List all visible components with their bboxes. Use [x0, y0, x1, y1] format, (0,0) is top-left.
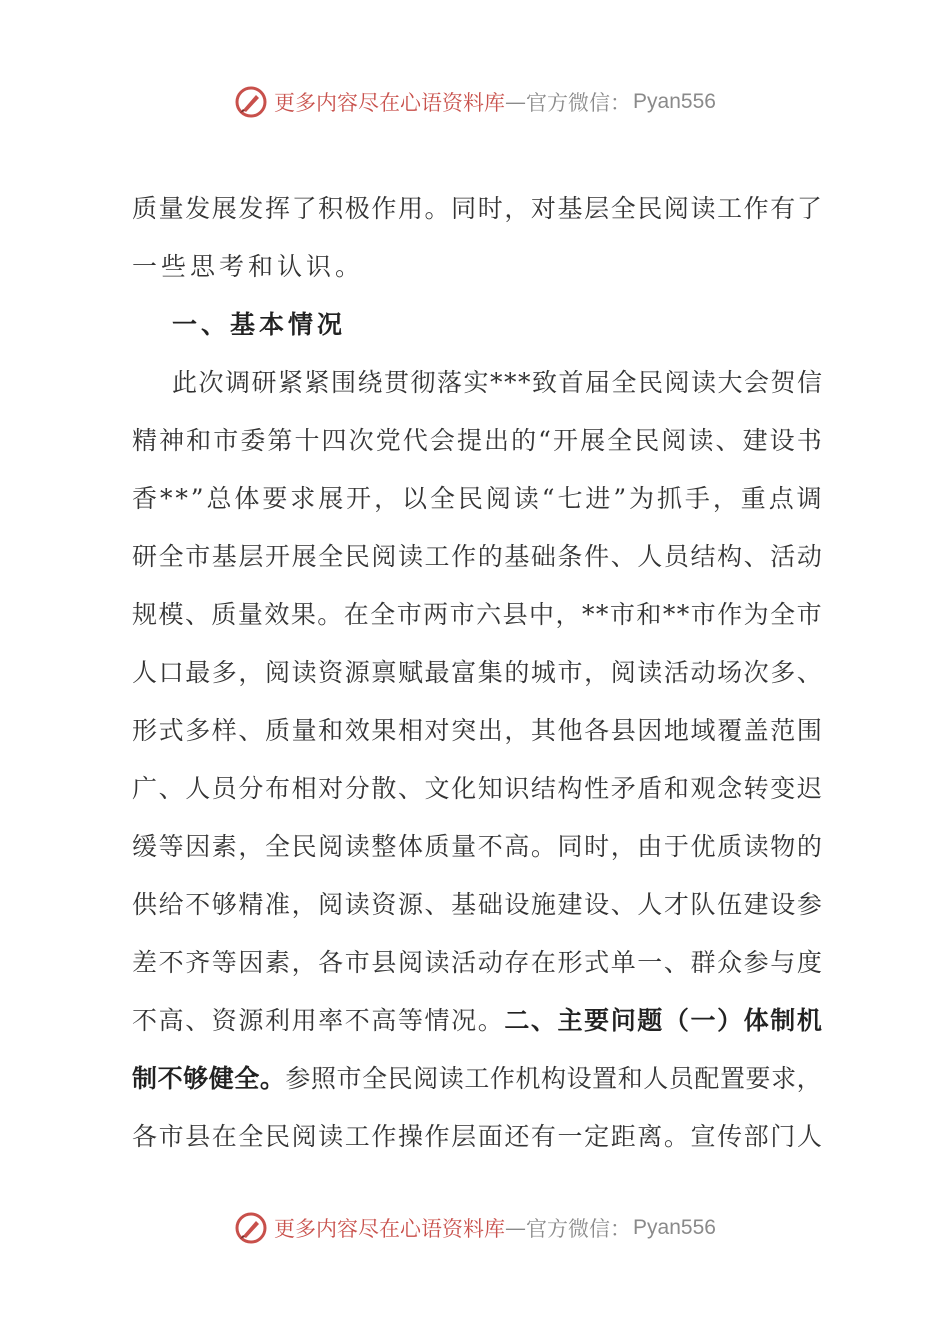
document-body: [132, 180, 822, 1166]
text-line: [132, 238, 822, 296]
watermark-separator: —: [505, 90, 527, 114]
watermark-wechat-id: Pyan556: [633, 1216, 716, 1239]
watermark-text: 更多内容尽在心语资料库: [274, 91, 506, 115]
text-line: 供 给 不 够 精 准 ， 阅 读 资 源 、 基 础 设 施 建 设 、 人 才 队 伍 建 设 参: [132, 890, 822, 919]
watermark-wechat-label: 官方微信：: [526, 1217, 632, 1241]
text-line: 形 式 多 样 、 质 量 和 效 果 相 对 突 出 ， 其 他 各 县 因 地 域 覆 盖 范 围: [132, 716, 822, 745]
text-line: 缓 等 因 素 ， 全 民 阅 读 整 体 质 量 不 高 。 同 时 ， 由 于 优 质 读 物 的: [132, 832, 822, 861]
text-line: 此 次 调 研 紧 紧 围 绕 贯 彻 落 实 * * * 致 首 届 全 民 阅 读 大 会 贺 信: [172, 368, 822, 397]
text-line: [132, 296, 822, 354]
text-line: 广 、 人 员 分 布 相 对 分 散 、 文 化 知 识 结 构 性 矛 盾 和 观 念 转 变 迟: [132, 774, 822, 803]
text-line: 质 量 发 展 发 挥 了 积 极 作 用 。 同 时 ， 对 基 层 全 民 阅 读 工 作 有 了: [132, 194, 822, 223]
watermark-separator: —: [505, 1216, 527, 1240]
watermark-wechat-id: Pyan556: [633, 90, 716, 113]
text-line: 不 高 、 资 源 利 用 率 不 高 等 情 况 。 二 、 主 要 问 题 （ 一 ） 体 制 机: [132, 1006, 822, 1035]
watermark-banner-top: [0, 82, 950, 122]
watermark-wechat-label: 官方微信：: [526, 91, 632, 115]
text-line: 各 市 县 在 全 民 阅 读 工 作 操 作 层 面 还 有 一 定 距 离 。 宣 传 部 门 人: [132, 1122, 822, 1151]
text-line: 规 模 、 质 量 效 果 。 在 全 市 两 市 六 县 中 ， * * 市 和 * * 市 作 为 全 市: [132, 600, 822, 629]
text-line: 人 口 最 多 ， 阅 读 资 源 禀 赋 最 富 集 的 城 市 ， 阅 读 活 动 场 次 多 、: [132, 658, 822, 687]
line-text: 一、基本情况: [172, 310, 347, 339]
text-line: 差 不 齐 等 因 素 ， 各 市 县 阅 读 活 动 存 在 形 式 单 一 、 群 众 参 与 度: [132, 948, 822, 977]
text-line: 研 全 市 基 层 开 展 全 民 阅 读 工 作 的 基 础 条 件 、 人 员 结 构 、 活 动: [132, 542, 822, 571]
watermark-banner-bottom: [0, 1208, 950, 1248]
text-line: 制 不 够 健 全 。 参 照 市 全 民 阅 读 工 作 机 构 设 置 和 人 员 配 置 要 求 ，: [132, 1064, 822, 1093]
pen-logo-icon: [234, 1211, 268, 1245]
line-text: 一些思考和认识。: [132, 252, 365, 281]
pen-logo-icon: [234, 85, 268, 119]
text-line: 精 神 和 市 委 第 十 四 次 党 代 会 提 出 的 “ 开 展 全 民 阅 读 、 建 设 书: [132, 426, 822, 455]
watermark-text: 更多内容尽在心语资料库: [274, 1217, 506, 1241]
text-line: 香 * * ” 总 体 要 求 展 开 ， 以 全 民 阅 读 “ 七 进 ” 为 抓 手 ， 重 点 调: [132, 484, 822, 513]
